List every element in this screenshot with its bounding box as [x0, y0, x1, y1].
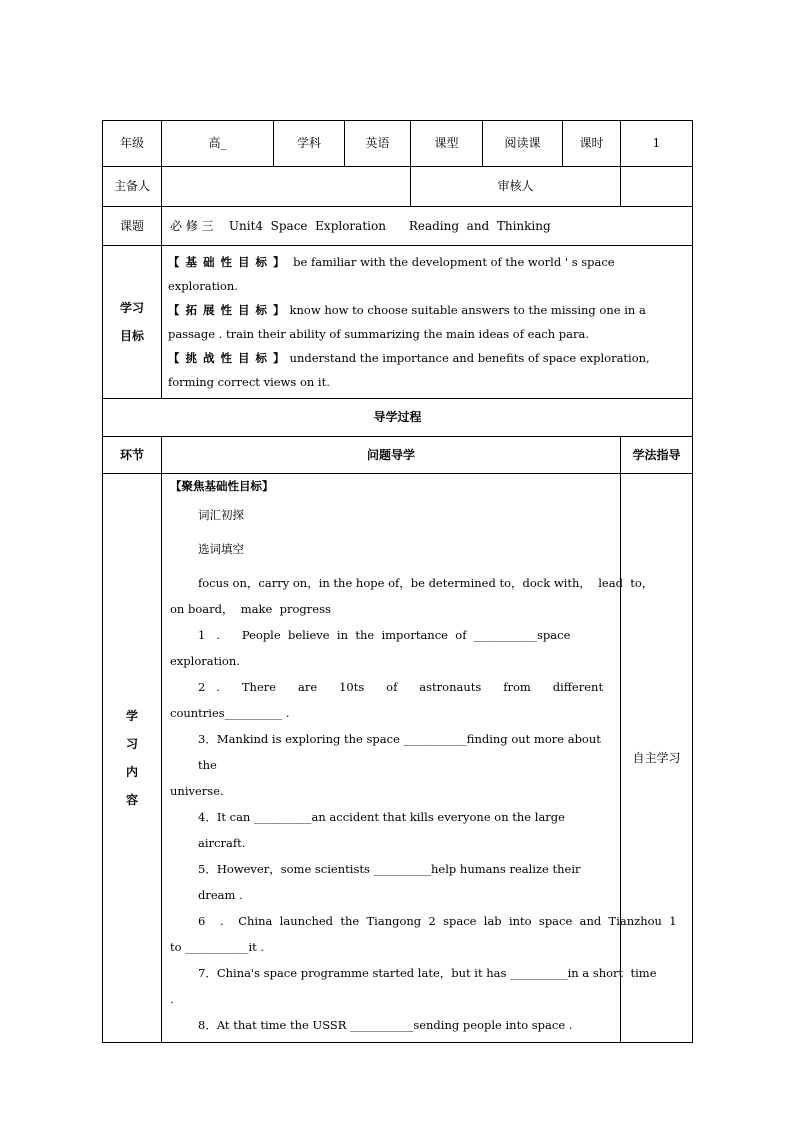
topic-row: [103, 207, 693, 246]
stage-char: 内: [125, 764, 138, 779]
period-label: 课时: [563, 121, 621, 167]
question-8: 8．At that time the USSR ___________sending people into space .: [198, 1017, 573, 1032]
reviewer-label: 审核人: [411, 167, 621, 207]
lesson-plan-table: [102, 120, 693, 1043]
challenge-objective-text: understand the importance and benefits of space exploration, forming correct views on it.: [168, 351, 650, 389]
grade-value: 高_: [162, 121, 274, 167]
question-2-line-1: 2 . There are 10ts of astronauts from different: [198, 679, 604, 694]
basic-objective-tag: 【 基 础 性 目 标 】: [168, 255, 286, 269]
objectives-label-line-2: 目标: [119, 329, 144, 343]
question-2-line-2: countries__________ .: [170, 705, 290, 720]
phrase-list-line-2: on board， make progress: [170, 601, 331, 616]
type-value: 阅读课: [483, 121, 563, 167]
objectives-row: [103, 246, 693, 399]
question-4: 4．It can __________an accident that kills everyone on the large aircraft.: [198, 809, 565, 850]
objectives-content: [162, 246, 693, 399]
stage-char: 容: [125, 792, 138, 807]
extend-objective: [168, 298, 686, 346]
fill-subheading: 选词填空: [198, 541, 244, 556]
basic-objective: [168, 250, 686, 298]
question-3-line-2: universe.: [170, 783, 224, 798]
preparer-label: 主备人: [103, 167, 162, 207]
question-5: 5．However，some scientists __________help humans realize their dream .: [198, 861, 581, 902]
question-1-line-2: exploration.: [170, 653, 240, 668]
question-1-line-1: 1 . People believe in the importance of ___________space: [198, 627, 571, 642]
extend-objective-text: know how to choose suitable answers to the missing one in a passage . train their ability of summarizing the main ideas of each para.: [168, 303, 646, 341]
content-row: [103, 474, 693, 1043]
question-6-line-2: to ___________it .: [170, 939, 265, 954]
vocab-subheading: 词汇初探: [198, 507, 244, 522]
extend-objective-tag: 【 拓 展 性 目 标 】: [168, 303, 286, 317]
phrase-list-line-1: focus on，carry on，in the hope of，be determined to，dock with， lead to，: [198, 575, 654, 590]
stage-column-header: 环节: [103, 437, 162, 474]
subject-label: 学科: [274, 121, 345, 167]
basic-objective-text: be familiar with the development of the world ' s space exploration.: [168, 255, 615, 293]
question-7-line-1: 7．China's space programme started late，but it has __________in a short time: [198, 965, 657, 980]
objectives-label: [103, 246, 162, 399]
stage-cell: [103, 474, 162, 1043]
reviewer-value: [621, 167, 693, 207]
process-title: 导学过程: [103, 399, 693, 437]
challenge-objective: [168, 346, 686, 394]
process-header-row: [103, 437, 693, 474]
period-value: 1: [621, 121, 693, 167]
topic-value: 必 修 三 Unit4 Space Exploration Reading and Thinking: [162, 207, 693, 246]
method-cell: 自主学习: [621, 474, 693, 1043]
subject-value: 英语: [345, 121, 411, 167]
question-6-line-1: 6 . China launched the Tiangong 2 space lab into space and Tianzhou 1: [198, 913, 677, 928]
question-3-line-1: 3．Mankind is exploring the space ___________finding out more about the: [198, 731, 601, 772]
challenge-objective-tag: 【 挑 战 性 目 标 】: [168, 351, 286, 365]
stage-char: 学: [125, 708, 138, 723]
stage-char: 习: [125, 736, 138, 751]
topic-label: 课题: [103, 207, 162, 246]
process-title-row: [103, 399, 693, 437]
section-heading: 【聚焦基础性目标】: [170, 479, 274, 493]
method-column-header: 学法指导: [621, 437, 693, 474]
preparer-row: [103, 167, 693, 207]
header-row: [103, 121, 693, 167]
preparer-value: [162, 167, 411, 207]
type-label: 课型: [411, 121, 483, 167]
questions-column-header: 问题导学: [162, 437, 621, 474]
question-7-line-2: .: [170, 991, 174, 1006]
objectives-label-line-1: 学习: [119, 301, 144, 315]
grade-label: 年级: [103, 121, 162, 167]
